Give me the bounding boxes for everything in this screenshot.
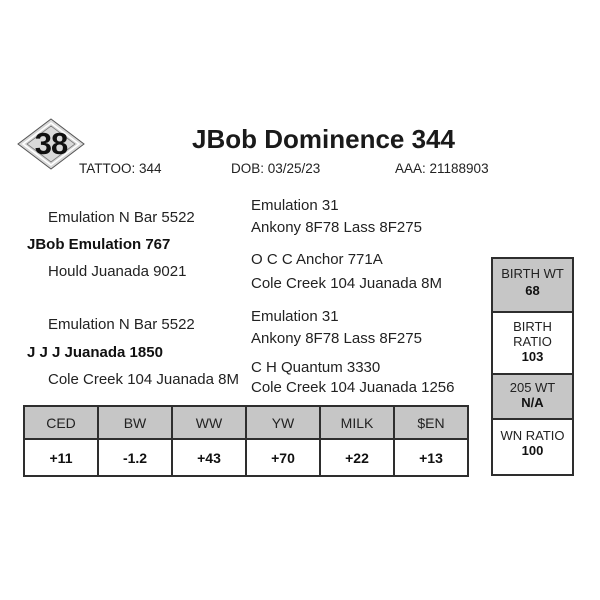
birth-ratio-label-2: RATIO — [513, 334, 552, 349]
weight-205-label: 205 WT — [509, 380, 556, 395]
dam-dam-sire: C H Quantum 3330 — [251, 359, 381, 376]
sire-dam-sire: O C C Anchor 771A — [251, 251, 383, 268]
dob: DOB: 03/25/23 — [231, 161, 321, 176]
weaning-ratio-label: WN RATIO — [500, 428, 565, 443]
animal-name: JBob Dominence 344 — [192, 124, 455, 154]
birth-ratio-label-1: BIRTH — [513, 319, 552, 334]
epd-header-yw: YW — [246, 406, 320, 439]
epd-value-milk: +22 — [320, 439, 394, 476]
sire-dam-dam: Cole Creek 104 Juanada 8M — [251, 275, 442, 292]
epd-header-en: $EN — [394, 406, 468, 439]
epd-value-yw: +70 — [246, 439, 320, 476]
dam-sire-sire: Emulation 31 — [251, 308, 339, 325]
epd-table — [23, 405, 469, 477]
sire-dam: Hould Juanada 9021 — [48, 263, 187, 280]
birth-weight-value: 68 — [525, 283, 540, 298]
dam-sire: Emulation N Bar 5522 — [48, 316, 195, 333]
dam-name: J J J Juanada 1850 — [27, 344, 163, 361]
birth-weight-label: BIRTH WT — [501, 266, 564, 281]
weight-205-value: N/A — [521, 395, 544, 410]
sire-sire-dam: Ankony 8F78 Lass 8F275 — [251, 219, 422, 236]
lot-number: 38 — [34, 126, 68, 161]
epd-value-ww: +43 — [172, 439, 246, 476]
epd-header-ced: CED — [24, 406, 98, 439]
epd-header-ww: WW — [172, 406, 246, 439]
dam-sire-dam: Ankony 8F78 Lass 8F275 — [251, 330, 422, 347]
weaning-ratio-box — [491, 420, 574, 476]
birth-ratio-value: 103 — [521, 349, 544, 364]
weight-205-box — [491, 375, 574, 420]
epd-value-ced: +11 — [24, 439, 98, 476]
epd-value-row — [24, 439, 468, 476]
epd-header-row — [24, 406, 468, 439]
lot-number-badge — [17, 118, 85, 170]
sire-sire: Emulation N Bar 5522 — [48, 209, 195, 226]
epd-header-milk: MILK — [320, 406, 394, 439]
dam-dam-dam: Cole Creek 104 Juanada 1256 — [251, 379, 455, 396]
tattoo: TATTOO: 344 — [79, 161, 162, 176]
epd-value-bw: -1.2 — [98, 439, 172, 476]
dam-dam: Cole Creek 104 Juanada 8M — [48, 371, 239, 388]
aaa-number: AAA: 21188903 — [395, 161, 489, 176]
birth-ratio-box — [491, 313, 574, 375]
epd-header-bw: BW — [98, 406, 172, 439]
birth-weight-box — [491, 257, 574, 313]
epd-value-en: +13 — [394, 439, 468, 476]
sire-sire-sire: Emulation 31 — [251, 197, 339, 214]
sire-name: JBob Emulation 767 — [27, 236, 171, 253]
weaning-ratio-value: 100 — [521, 443, 544, 458]
